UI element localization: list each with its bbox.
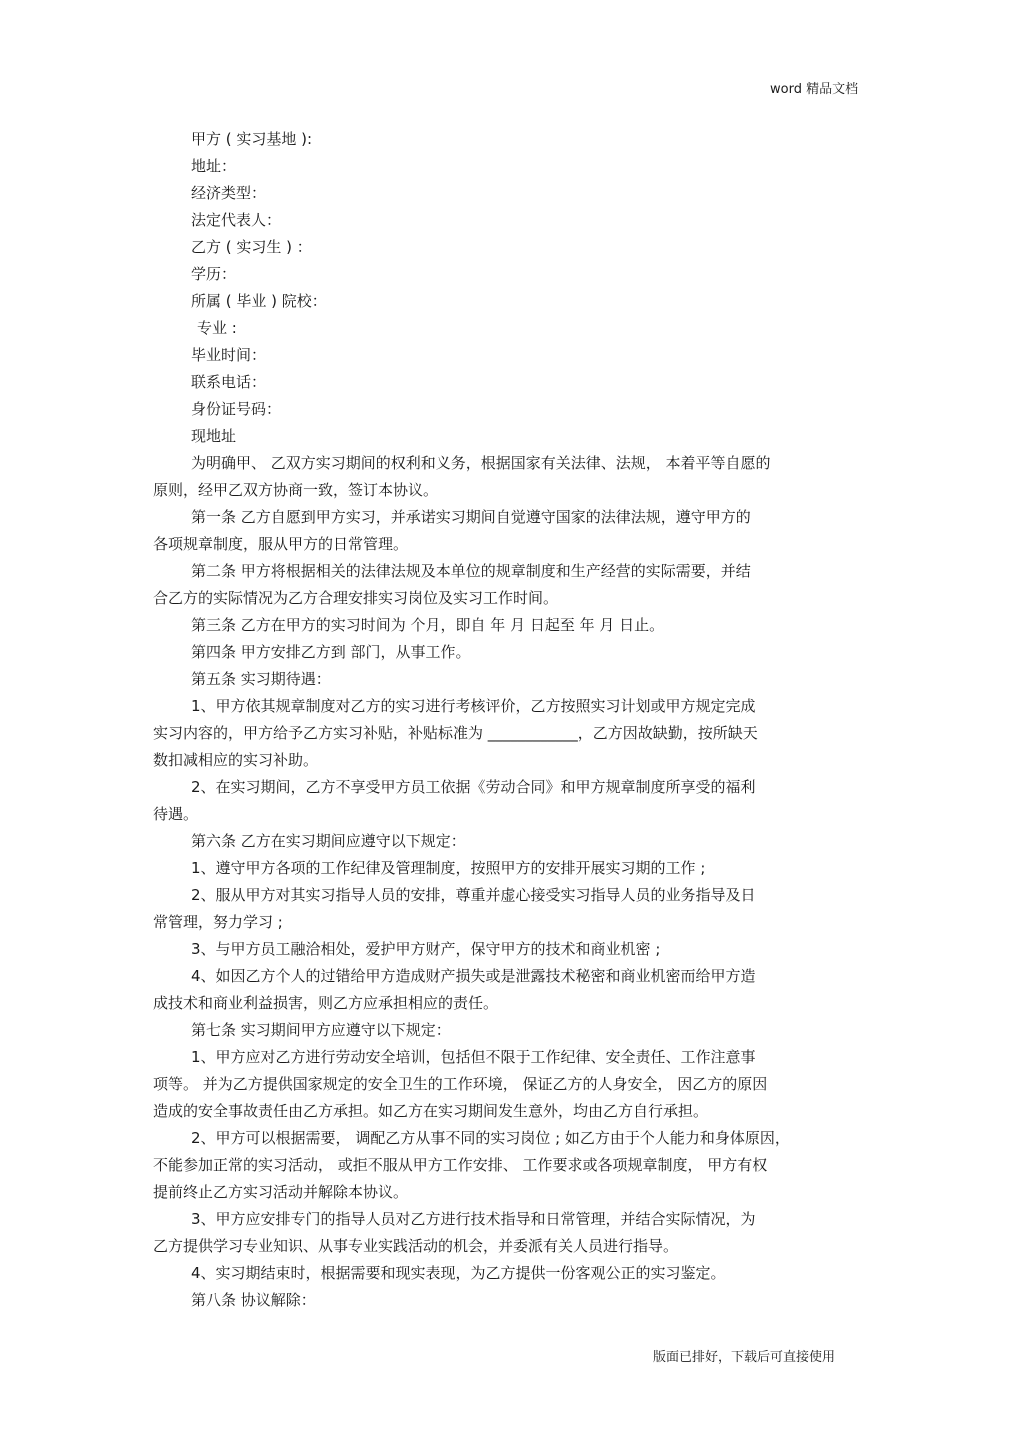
text-line: 第七条 实习期间甲方应遵守以下规定： xyxy=(191,1021,451,1039)
page-header: word 精品文档 xyxy=(770,82,859,97)
text-line: 实习内容的，甲方给予乙方实习补贴，补贴标准为 ____________，乙方因故缺勤，按所缺天 xyxy=(153,724,758,742)
text-line: 2、在实习期间，乙方不享受甲方员工依据《劳动合同》和甲方规章制度所享受的福利 xyxy=(191,778,756,796)
document-body xyxy=(153,126,873,1314)
text-line: 为明确甲、 乙双方实习期间的权利和义务，根据国家有关法律、法规， 本着平等自愿的 xyxy=(191,454,771,472)
text-line: 2、甲方可以根据需要， 调配乙方从事不同的实习岗位 ; 如乙方由于个人能力和身体原因， xyxy=(191,1129,790,1147)
text-line: 专业 : xyxy=(197,319,237,337)
text-line: 经济类型： xyxy=(191,184,267,202)
page-footer: 版面已排好，下载后可直接使用 xyxy=(653,1350,836,1365)
text-line: 地址： xyxy=(191,157,237,175)
text-line: 原则，经甲乙双方协商一致，签订本协议。 xyxy=(153,481,439,499)
text-line: 第二条 甲方将根据相关的法律法规及本单位的规章制度和生产经营的实际需要，并结 xyxy=(191,562,751,580)
text-line: 提前终止乙方实习活动并解除本协议。 xyxy=(153,1183,409,1201)
text-line: 第一条 乙方自愿到甲方实习，并承诺实习期间自觉遵守国家的法律法规，遵守甲方的 xyxy=(191,508,751,526)
text-line: 第五条 实习期待遇： xyxy=(191,670,331,688)
text-line: 4、如因乙方个人的过错给甲方造成财产损失或是泄露技术秘密和商业机密而给甲方造 xyxy=(191,967,756,985)
text-line: 所属 ( 毕业 ) 院校： xyxy=(191,292,327,310)
text-line: 不能参加正常的实习活动， 或拒不服从甲方工作安排、 工作要求或各项规章制度， 甲方有权 xyxy=(153,1156,768,1174)
text-line: 毕业时间： xyxy=(191,346,267,364)
text-line: 待遇。 xyxy=(153,805,199,823)
text-line: 2、服从甲方对其实习指导人员的安排，尊重并虚心接受实习指导人员的业务指导及日 xyxy=(191,886,756,904)
text-line: 第三条 乙方在甲方的实习时间为 个月，即自 年 月 日起至 年 月 日止。 xyxy=(191,616,665,634)
text-line: 1、甲方应对乙方进行劳动安全培训，包括但不限于工作纪律、安全责任、工作注意事 xyxy=(191,1048,756,1066)
text-line: 1、遵守甲方各项的工作纪律及管理制度，按照甲方的安排开展实习期的工作 ; xyxy=(191,859,706,877)
text-line: 法定代表人： xyxy=(191,211,282,229)
text-line: 1、甲方依其规章制度对乙方的实习进行考核评价，乙方按照实习计划或甲方规定完成 xyxy=(191,697,756,715)
text-line: 数扣减相应的实习补助。 xyxy=(153,751,319,769)
text-line: 造成的安全事故责任由乙方承担。如乙方在实习期间发生意外，均由乙方自行承担。 xyxy=(153,1102,709,1120)
text-line: 乙方 ( 实习生 ) ： xyxy=(191,238,312,256)
text-line: 常管理，努力学习 ; xyxy=(153,913,283,931)
text-line: 乙方提供学习专业知识、从事专业实践活动的机会，并委派有关人员进行指导。 xyxy=(153,1237,679,1255)
text-line: 学历： xyxy=(191,265,237,283)
text-line: 3、与甲方员工融洽相处，爱护甲方财产，保守甲方的技术和商业机密 ; xyxy=(191,940,661,958)
text-line: 4、实习期结束时，根据需要和现实表现，为乙方提供一份客观公正的实习鉴定。 xyxy=(191,1264,726,1282)
text-line: 项等。 并为乙方提供国家规定的安全卫生的工作环境， 保证乙方的人身安全， 因乙方的原因 xyxy=(153,1075,768,1093)
text-line: 成技术和商业利益损害，则乙方应承担相应的责任。 xyxy=(153,994,499,1012)
text-line: 合乙方的实际情况为乙方合理安排实习岗位及实习工作时间。 xyxy=(153,589,559,607)
text-line: 第八条 协议解除： xyxy=(191,1291,316,1309)
text-line: 身份证号码： xyxy=(191,400,282,418)
text-line: 甲方 ( 实习基地 ): xyxy=(191,130,313,148)
text-line: 3、甲方应安排专门的指导人员对乙方进行技术指导和日常管理，并结合实际情况，为 xyxy=(191,1210,756,1228)
text-line: 现地址 xyxy=(191,427,237,445)
text-line: 第六条 乙方在实习期间应遵守以下规定： xyxy=(191,832,466,850)
text-line: 联系电话： xyxy=(191,373,267,391)
text-line: 各项规章制度，服从甲方的日常管理。 xyxy=(153,535,409,553)
text-line: 第四条 甲方安排乙方到 部门，从事工作。 xyxy=(191,643,471,661)
